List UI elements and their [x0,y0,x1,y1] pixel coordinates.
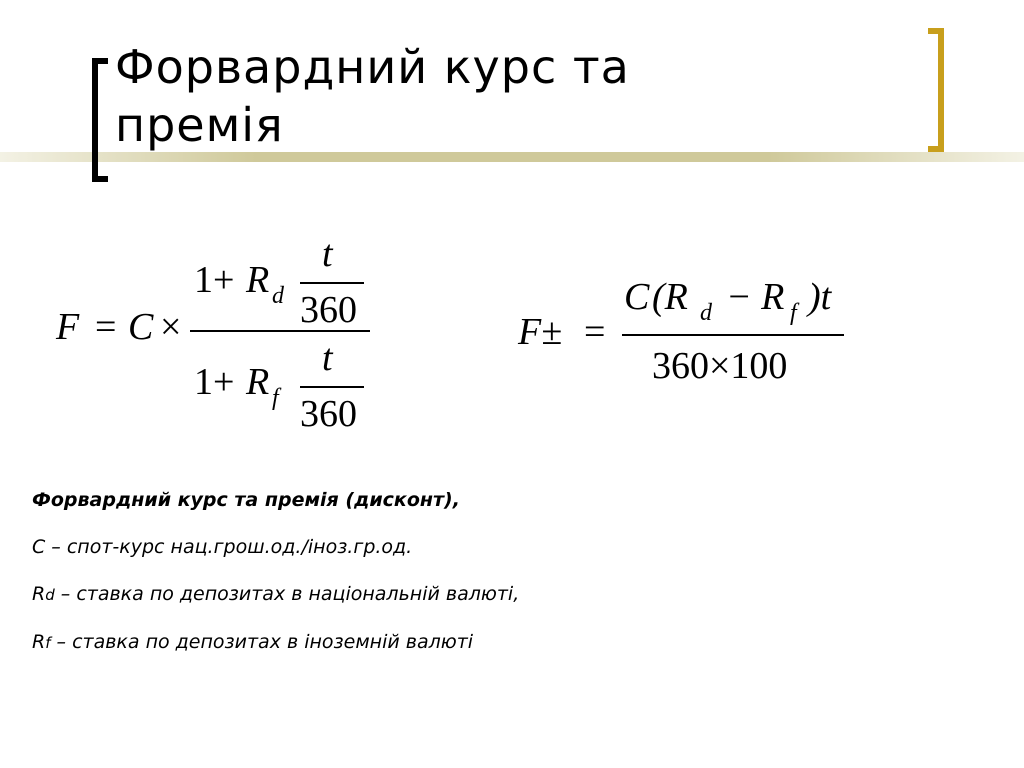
formula-left-num-one-plus: 1+ [194,259,235,301]
formula-left-den-one-plus: 1+ [194,361,235,403]
formula-left-num-sub: d [272,283,284,309]
formula-left-num-frac-bottom: 360 [300,289,357,331]
formula-left-den-sub: f [272,385,279,411]
formula-left-num-R: R [246,259,270,301]
formula-left-den-frac-bar [300,386,364,388]
formula-left-num-frac-top: t [322,233,333,275]
legend-rd-definition [32,582,932,608]
legend-rf-subscript: f [45,634,51,652]
formula-legend [32,488,932,678]
formula-right-num-open: (R [652,276,688,318]
formula-right-num-C: C [624,276,650,318]
slide-title-line-2: премія [115,98,284,152]
legend-rf-definition [32,630,932,656]
legend-rf-symbol: R [32,631,46,653]
slide-title-line-1: Форвардний курс та [115,40,630,94]
formula-right-den: 360×100 [652,345,788,387]
formula-left-num-frac-bar [300,282,364,284]
formula-left-den-R: R [246,361,270,403]
legend-rd-symbol: R [32,583,46,605]
formula-right-fraction-bar [622,334,844,336]
legend-c-definition: C – спот-курс нац.грош.од./іноз.гр.од. [32,536,413,558]
slide-title [115,38,895,154]
formula-right-eq: = [584,311,606,353]
right-bracket-decoration [928,28,944,152]
legend-rd-text: – ставка по депозитах в національній валюті, [54,583,520,605]
legend-heading: Форвардний курс та премія (дисконт), [32,489,460,511]
formula-left-den-frac-top: t [322,337,333,379]
formula-left-eq: = [95,306,117,348]
formula-left-F: F [56,306,80,348]
legend-rf-text: – ставка по депозитах в іноземній валюті [50,631,474,653]
formula-right-num-sub-d: d [700,300,712,326]
formula-left-C: C [128,306,154,348]
formula-right-num-sub-f: f [790,300,797,326]
left-bracket-decoration [92,58,108,182]
formula-right-num-close: )t [808,276,832,318]
formula-left-den-frac-bottom: 360 [300,393,357,435]
formula-left-times: × [160,306,182,348]
formula-right-F: F± [518,311,563,353]
legend-rd-subscript: d [45,586,55,604]
formula-right-num-minus: − R [726,276,785,318]
